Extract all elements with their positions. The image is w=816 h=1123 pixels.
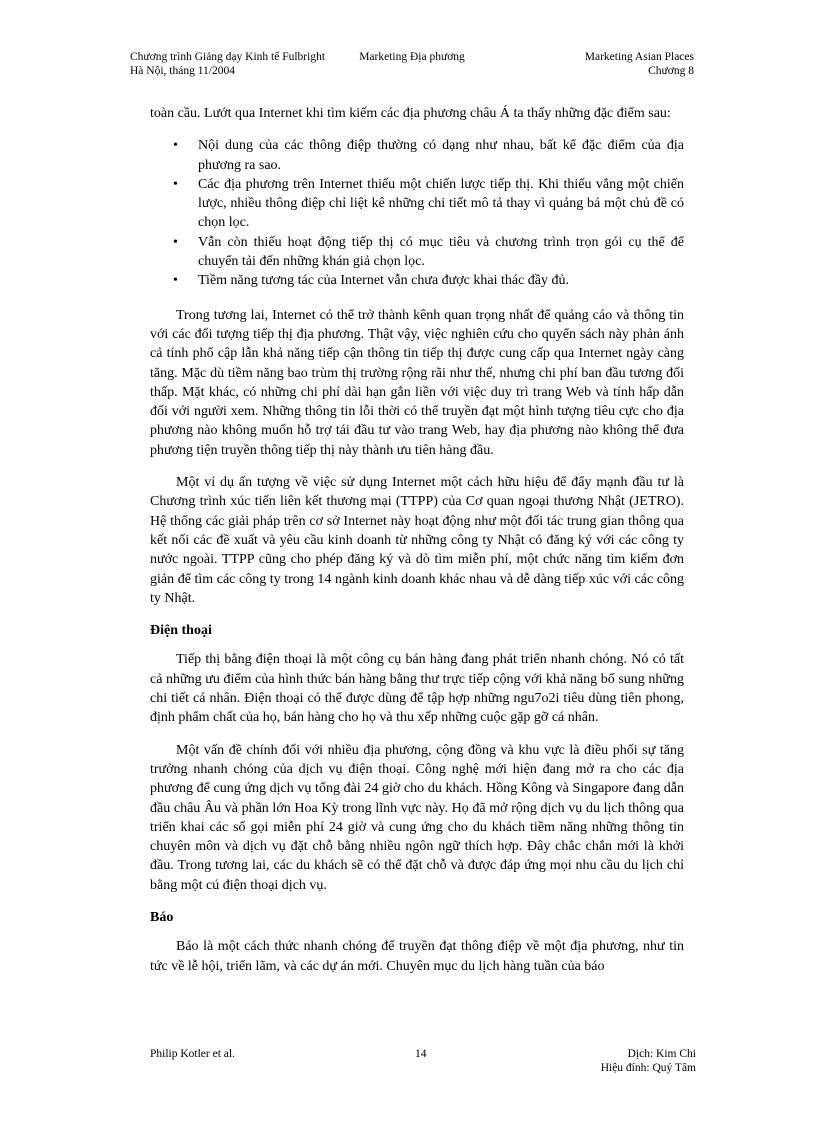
paragraph-press: Báo là một cách thức nhanh chóng để truyền đạt thông điệp về một địa phương, như tin tức về lễ hội, triển lãm, và các dự án mới. Chuyên mục du lịch hàng tuần của báo bbox=[150, 939, 684, 974]
list-item: • Nội dung của các thông điệp thường có dạng như nhau, bất kể đặc điểm của địa phương ra sao. bbox=[173, 138, 684, 173]
list-item: • Các địa phương trên Internet thiếu một chiến lược tiếp thị. Khi thiếu vắng một chiến lược, nhiều thông điệp chỉ liệt kê những chi tiết mô tả thay vì quảng bá một chủ đề có chọn lọc. bbox=[173, 176, 684, 231]
intro-paragraph: toàn cầu. Lướt qua Internet khi tìm kiếm các địa phương châu Á ta thấy những đặc điểm sau: bbox=[150, 106, 671, 121]
list-item: • Tiềm năng tương tác của Internet vẫn chưa được khai thác đầy đủ. bbox=[198, 271, 684, 290]
header-location-date: Hà Nội, tháng 11/2004 bbox=[130, 65, 235, 77]
paragraph-internet-future: Trong tương lai, Internet có thể trở thành kênh quan trọng nhất để quảng cáo và thông tin với các đối tượng tiếp thị địa phương. Thật vậy, việc nghiên cứu cho quyển sách này phản ánh cả tính phổ cập lẫn khả năng tiếp cận thông tin tiếp thị được cung cấp qua Internet ngày càng tăng. Mặc dù tiềm năng bao trùm thị trường rộng rãi như thế, nhưng chi phí ban đầu tương đối thấp. Mặt khác, có những chi phí dài hạn gắn liền với việc duy trì trang Web và tính hấp dẫn đối với người xem. Những thông tin lỗi thời có thể truyền đạt một hình tượng tiêu cực cho địa phương nào không muốn hỗ trợ tái đầu tư vào trang Web, hay địa phương nào không thể đưa phương tiện truyền thông tiếp thị này thành ưu tiên hàng đầu. bbox=[150, 307, 684, 458]
page-header bbox=[130, 50, 694, 78]
header-book: Marketing Asian Places bbox=[584, 51, 694, 63]
section-heading-phone: Điện thoại bbox=[150, 623, 212, 639]
list-item: • Vẫn còn thiếu hoạt động tiếp thị có mục tiêu và chương trình trọn gói cụ thể để chuyển tải đến những khán giả chọn lọc. bbox=[173, 234, 684, 270]
bullet-icon: • bbox=[173, 273, 178, 289]
paragraph-phone-services: Một vấn đề chính đối với nhiều địa phương, cộng đồng và khu vực là điều phối sự tăng trưởng nhanh chóng của dịch vụ điện thoại. Công nghệ mới hiện đang mở ra cho các địa phương để cung ứng dịch vụ tổng đài 24 giờ cho du khách. Hồng Kông và Singapore đang dẫn đầu châu Âu và phần lớn Hoa Kỳ trong lĩnh vực này. Họ đã mở rộng dịch vụ du lịch thông qua triển khai các số gọi miễn phí 24 giờ và cung ứng cho du khách tiềm năng những thông tin chuyên môn và dịch vụ đặt chỗ bằng nhiều ngôn ngữ thích hợp. Đây chắc chắn mới là khởi đầu. Trong tương lai, các du khách sẽ có thể đặt chỗ và được đáp ứng mọi nhu cầu du lịch chỉ bằng một cú điện thoại dịch vụ. bbox=[150, 742, 684, 893]
page-content bbox=[150, 104, 684, 989]
page-number: 14 bbox=[415, 1048, 427, 1060]
header-program: Chương trình Giảng dạy Kinh tế Fulbright bbox=[130, 51, 326, 63]
footer-translator: Dịch: Kim Chi bbox=[627, 1048, 696, 1060]
bullet-icon: • bbox=[173, 138, 178, 154]
paragraph-jetro-example: Một ví dụ ấn tượng về việc sử dụng Internet một cách hữu hiệu để đẩy mạnh đầu tư là Chương trình xúc tiến liên kết thương mại (TTPP) của Cơ quan ngoại thương Nhật (JETRO). Hệ thống các giải pháp trên cơ sở Internet này hoạt động như một đối tác trung gian thông qua kết nối các đề xuất và yêu cầu kinh doanh từ những công ty Nhật có đăng ký với các công ty nước ngoài. TTPP cũng cho phép đăng ký và dò tìm miễn phí, một chức năng tìm kiếm đơn giản để tìm các công ty trong 14 ngành kinh doanh khác nhau và dễ dàng tiếp xúc với các công ty Nhật. bbox=[150, 475, 684, 606]
footer-editor: Hiệu đính: Quý Tâm bbox=[600, 1062, 696, 1074]
section-heading-press: Báo bbox=[150, 909, 174, 925]
header-chapter: Chương 8 bbox=[648, 65, 694, 77]
bullet-icon: • bbox=[173, 176, 178, 192]
footer-author: Philip Kotler et al. bbox=[150, 1048, 235, 1060]
header-course: Marketing Địa phương bbox=[359, 51, 465, 63]
bullet-list bbox=[150, 136, 684, 290]
bullet-icon: • bbox=[173, 234, 178, 250]
paragraph-telemarketing: Tiếp thị bằng điện thoại là một công cụ bán hàng đang phát triển nhanh chóng. Nó có tất cả những ưu điểm của hình thức bán hàng bằng thư trực tiếp cộng với khả năng bổ sung những chi tiết cá nhân. Điện thoại có thể được dùng để tập hợp những ngu7o2i tiêu dùng tiên phong, định phẩm chất của họ, bán hàng cho họ và thu xếp những cuộc gặp gỡ cá nhân. bbox=[150, 652, 684, 726]
